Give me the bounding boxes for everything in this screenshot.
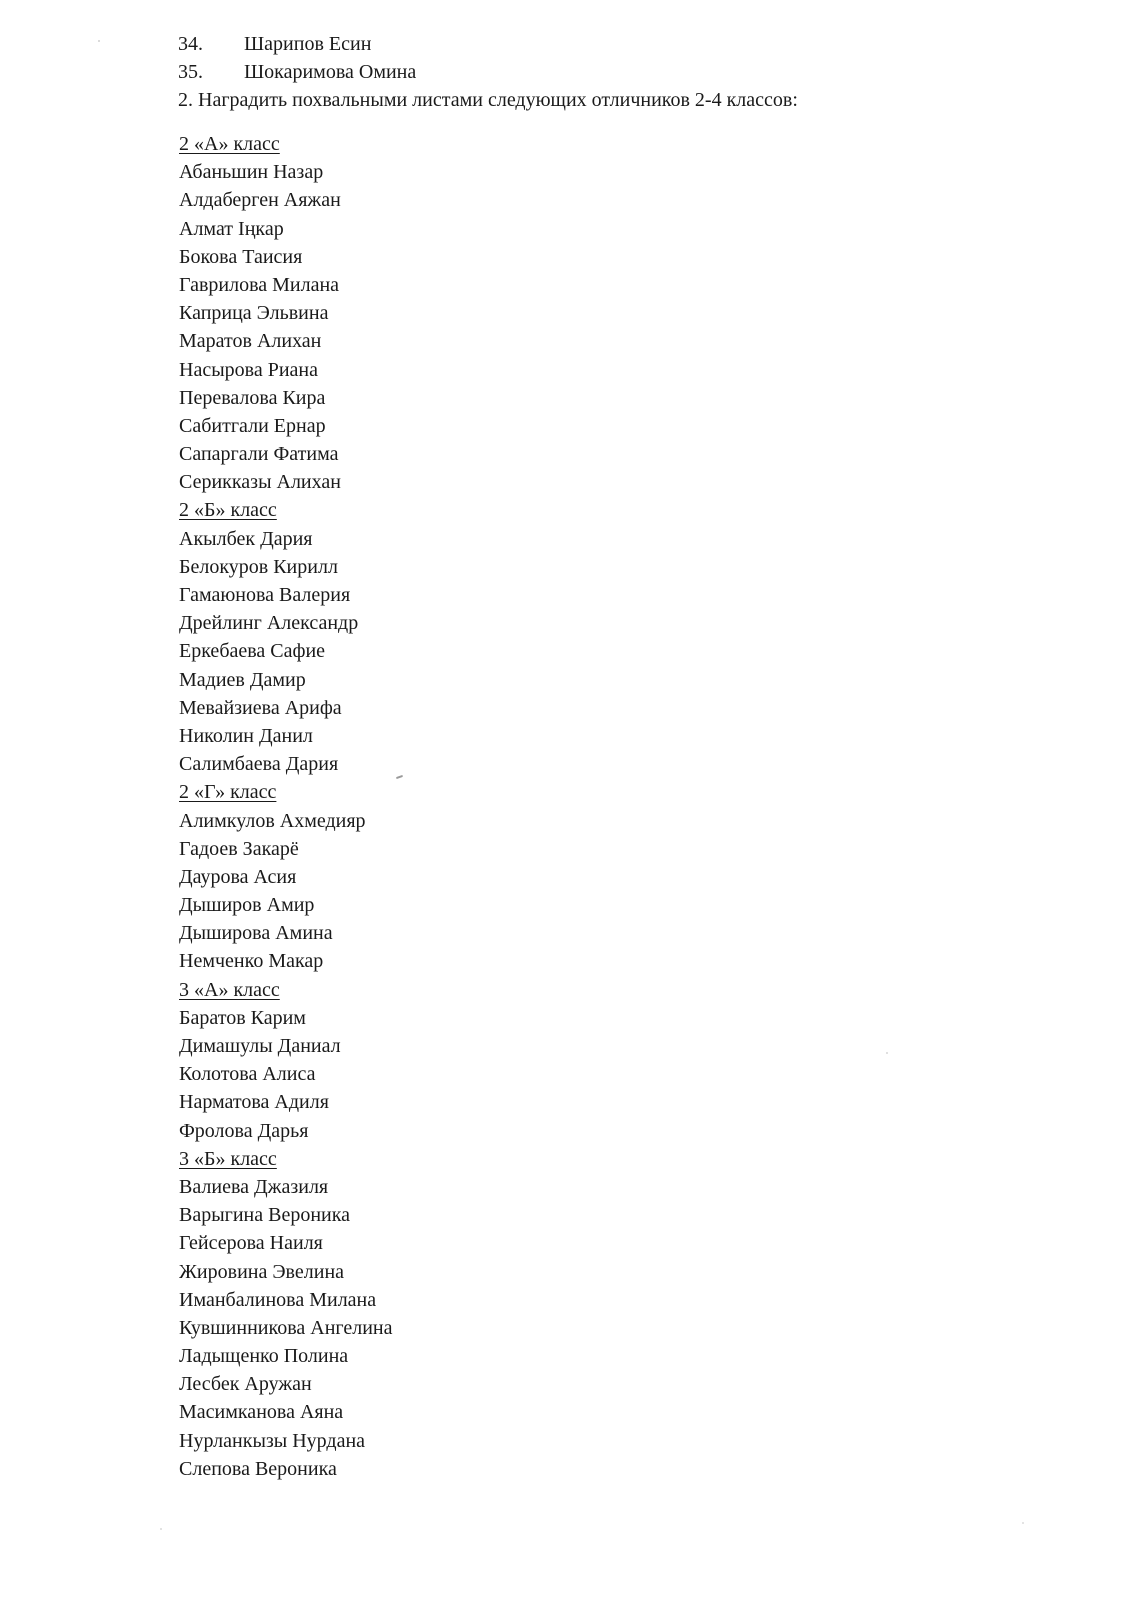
student-name: Каприца Эльвина xyxy=(179,302,329,325)
scan-speck xyxy=(886,1052,888,1054)
student-name: Дрейлинг Александр xyxy=(179,612,359,635)
student-name: Иманбалинова Милана xyxy=(179,1288,377,1311)
student-name: Баратов Карим xyxy=(179,1006,306,1029)
student-name: Абаньшин Назар xyxy=(179,161,324,184)
student-name: Алимкулов Ахмедияр xyxy=(179,809,366,832)
student-name: Белокуров Кирилл xyxy=(179,555,338,578)
student-name: Гадоев Закарё xyxy=(179,837,299,860)
scan-speck xyxy=(98,40,100,42)
class-header: 2 «Б» класс xyxy=(179,499,277,522)
student-name: Насырова Риана xyxy=(179,358,318,381)
student-name: Серикказы Алихан xyxy=(179,471,341,494)
student-name: Фролова Дарья xyxy=(179,1119,309,1142)
student-name: Перевалова Кира xyxy=(179,386,326,409)
student-name: Мадиев Дамир xyxy=(179,668,306,691)
student-name: Валиева Джазиля xyxy=(179,1175,329,1198)
student-name: Бокова Таисия xyxy=(179,245,303,268)
student-name: Даурова Асия xyxy=(179,865,297,888)
student-name: Маратов Алихан xyxy=(179,330,322,353)
numbered-item xyxy=(178,30,416,58)
student-name: Кувшинникова Ангелина xyxy=(179,1316,393,1339)
student-name: Колотова Алиса xyxy=(179,1063,316,1086)
student-name: Акылбек Дария xyxy=(179,527,313,550)
student-name: Ладыщенко Полина xyxy=(179,1345,349,1368)
student-name: Николин Данил xyxy=(179,724,313,747)
item-number: 34. xyxy=(178,33,203,55)
student-name: Гамаюнова Валерия xyxy=(179,584,351,606)
class-header: 2 «А» класс xyxy=(179,133,280,155)
student-name: Немченко Макар xyxy=(179,950,324,973)
scan-speck xyxy=(396,775,403,779)
student-name: Дыширова Амина xyxy=(179,922,333,945)
student-name: Масимканова Аяна xyxy=(179,1401,344,1424)
item-name: Шокаримова Омина xyxy=(244,61,417,83)
numbered-item xyxy=(178,58,416,86)
class-header: 3 «А» класс xyxy=(179,978,280,1001)
student-name: Алдаберген Аяжан xyxy=(179,189,341,212)
student-name: Лесбек Аружан xyxy=(179,1373,312,1396)
student-name: Гаврилова Милана xyxy=(179,273,340,296)
student-name: Нарматова Адиля xyxy=(179,1091,329,1114)
numbered-list xyxy=(178,30,416,86)
student-name: Сабитгали Ернар xyxy=(179,414,326,437)
award-heading: 2. Наградить похвальными листами следующих отличников 2-4 классов: xyxy=(178,89,798,111)
item-number: 35. xyxy=(178,61,203,83)
student-name: Варыгина Вероника xyxy=(179,1204,351,1227)
student-name: Дыширов Амир xyxy=(179,894,315,917)
student-list xyxy=(179,130,392,1483)
student-name: Димашулы Даниал xyxy=(179,1035,341,1057)
student-name: Сапаргали Фатима xyxy=(179,443,339,466)
class-header: 3 «Б» класс xyxy=(179,1147,277,1170)
student-name: Жировина Эвелина xyxy=(179,1260,345,1283)
scan-speck xyxy=(1022,1522,1024,1524)
student-name: Алмат Іңкар xyxy=(179,217,284,240)
item-name: Шарипов Есин xyxy=(244,33,372,55)
class-header: 2 «Г» класс xyxy=(179,781,277,804)
scan-speck xyxy=(160,1528,162,1530)
student-name: Салимбаева Дария xyxy=(179,753,339,776)
student-name: Слепова Вероника xyxy=(179,1457,337,1480)
student-name: Мевайзиева Арифа xyxy=(179,696,342,719)
student-name: Нурланкызы Нурдана xyxy=(179,1429,366,1452)
student-name: Еркебаева Сафие xyxy=(179,640,326,663)
student-name: Гейсерова Наиля xyxy=(179,1232,323,1255)
